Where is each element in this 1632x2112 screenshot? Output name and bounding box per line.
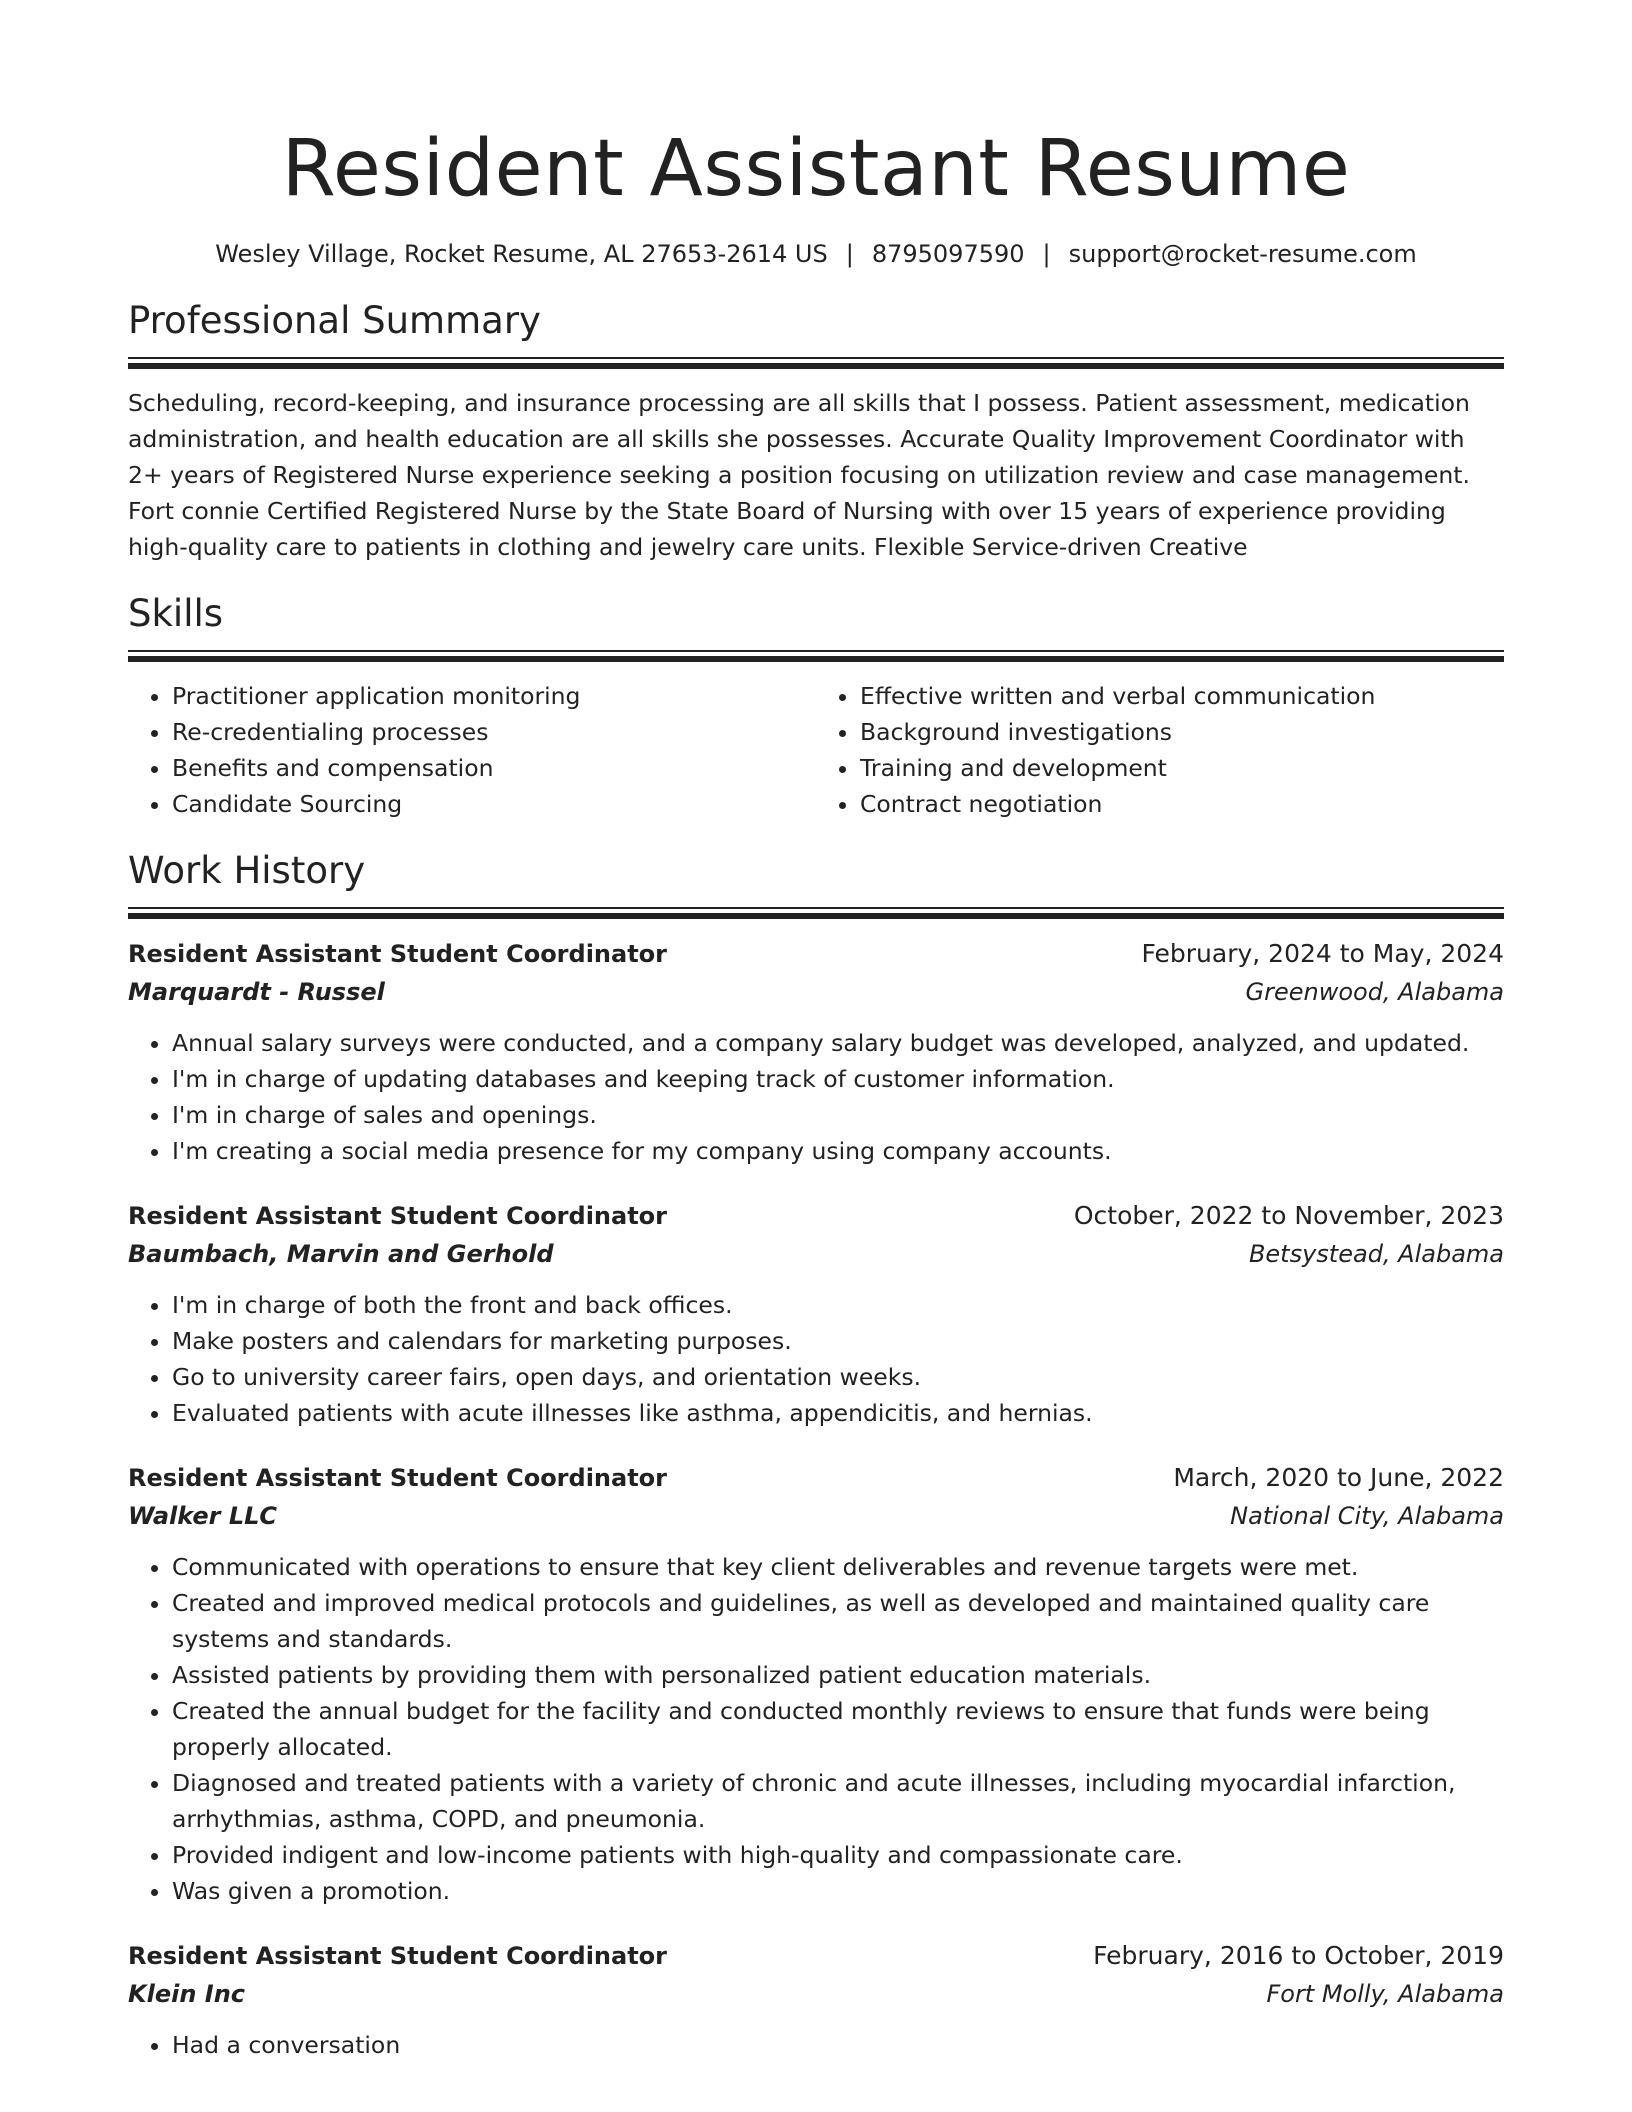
job-company: Walker LLC: [128, 1502, 278, 1530]
contact-email: support@rocket-resume.com: [1068, 240, 1417, 268]
job-bullet: • Evaluated patients with acute illnesses like asthma, appendicitis, and hernias.: [172, 1395, 1504, 1431]
contact-separator: |: [1042, 240, 1051, 268]
job-bullets: [128, 1287, 1504, 1431]
job-entry: [128, 1197, 1504, 1431]
section-divider: [128, 907, 1504, 919]
skill-item: • Effective written and verbal communication: [860, 678, 1504, 714]
job-bullet: • Was given a promotion.: [172, 1873, 1504, 1909]
job-title: Resident Assistant Student Coordinator: [128, 1464, 668, 1492]
contact-phone: 8795097590: [871, 240, 1025, 268]
skill-item: • Practitioner application monitoring: [172, 678, 816, 714]
contact-line: [128, 238, 1504, 270]
job-company: Marquardt - Russel: [128, 978, 385, 1006]
job-dates: February, 2024 to May, 2024: [1141, 939, 1504, 968]
section-divider: [128, 650, 1504, 662]
job-bullet: • Created the annual budget for the facility and conducted monthly reviews to ensure that funds were being properly allocated.: [172, 1693, 1504, 1765]
job-title: Resident Assistant Student Coordinator: [128, 940, 668, 968]
contact-separator: |: [845, 240, 854, 268]
skill-item: • Re-credentialing processes: [172, 714, 816, 750]
job-bullet: • Assisted patients by providing them with personalized patient education materials.: [172, 1657, 1504, 1693]
job-bullet: • I'm creating a social media presence for my company using company accounts.: [172, 1133, 1504, 1169]
job-entry: [128, 1937, 1504, 2063]
job-bullet: • I'm in charge of both the front and back offices.: [172, 1287, 1504, 1323]
job-location: Fort Molly, Alabama: [1266, 1980, 1504, 2008]
skills-heading: Skills: [128, 592, 224, 635]
job-title: Resident Assistant Student Coordinator: [128, 1202, 668, 1230]
work-history-list: [128, 935, 1504, 2063]
skills-column-right: [816, 678, 1504, 822]
skill-item: • Background investigations: [860, 714, 1504, 750]
section-divider: [128, 357, 1504, 369]
job-bullet: • Provided indigent and low-income patients with high-quality and compassionate care.: [172, 1837, 1504, 1873]
work-history-heading: Work History: [128, 849, 366, 892]
job-location: Betsystead, Alabama: [1248, 1240, 1504, 1268]
job-bullet: • Communicated with operations to ensure that key client deliverables and revenue targets were met.: [172, 1549, 1504, 1585]
job-bullets: [128, 2027, 1504, 2063]
skill-item: • Contract negotiation: [860, 786, 1504, 822]
job-title: Resident Assistant Student Coordinator: [128, 1942, 668, 1970]
job-entry: [128, 935, 1504, 1169]
job-bullets: [128, 1025, 1504, 1169]
job-bullet: • I'm in charge of sales and openings.: [172, 1097, 1504, 1133]
job-bullet: • Annual salary surveys were conducted, and a company salary budget was developed, analyzed, and updated.: [172, 1025, 1504, 1061]
resume-title: Resident Assistant Resume: [281, 124, 1351, 214]
resume-page: [128, 0, 1504, 2063]
job-bullet: • I'm in charge of updating databases and keeping track of customer information.: [172, 1061, 1504, 1097]
summary-heading: Professional Summary: [128, 299, 541, 342]
job-bullet: • Had a conversation: [172, 2027, 1504, 2063]
job-bullets: [128, 1549, 1504, 1909]
job-company: Baumbach, Marvin and Gerhold: [128, 1240, 554, 1268]
skill-item: • Training and development: [860, 750, 1504, 786]
skills-column-left: [128, 678, 816, 822]
job-dates: October, 2022 to November, 2023: [1073, 1201, 1504, 1230]
job-bullet: • Created and improved medical protocols and guidelines, as well as developed and maintained quality care systems and standards.: [172, 1585, 1504, 1657]
skill-item: • Candidate Sourcing: [172, 786, 816, 822]
job-bullet: • Go to university career fairs, open days, and orientation weeks.: [172, 1359, 1504, 1395]
job-company: Klein Inc: [128, 1980, 246, 2008]
job-dates: February, 2016 to October, 2019: [1093, 1941, 1504, 1970]
skill-item: • Benefits and compensation: [172, 750, 816, 786]
job-entry: [128, 1459, 1504, 1909]
job-bullet: • Make posters and calendars for marketing purposes.: [172, 1323, 1504, 1359]
contact-address: Wesley Village, Rocket Resume, AL 27653-2614 US: [215, 240, 828, 268]
job-location: National City, Alabama: [1230, 1502, 1504, 1530]
job-bullet: • Diagnosed and treated patients with a variety of chronic and acute illnesses, including myocardial infarction, arrhythmias, asthma, COPD, and pneumonia.: [172, 1765, 1504, 1837]
summary-text: Scheduling, record-keeping, and insurance processing are all skills that I possess. Patient assessment, medication administration, and health education are all skills she possesses. Accurate Quality Improvement Coordinator with 2+ years of Registered Nurse experience seeking a position focusing on utilization review and case management. Fort connie Certified Registered Nurse by the State Board of Nursing with over 15 years of experience providing high-quality care to patients in clothing and jewelry care units. Flexible Service-driven Creative: [128, 389, 1470, 561]
skills-list: [128, 678, 1504, 822]
job-location: Greenwood, Alabama: [1245, 978, 1504, 1006]
job-dates: March, 2020 to June, 2022: [1173, 1463, 1504, 1492]
